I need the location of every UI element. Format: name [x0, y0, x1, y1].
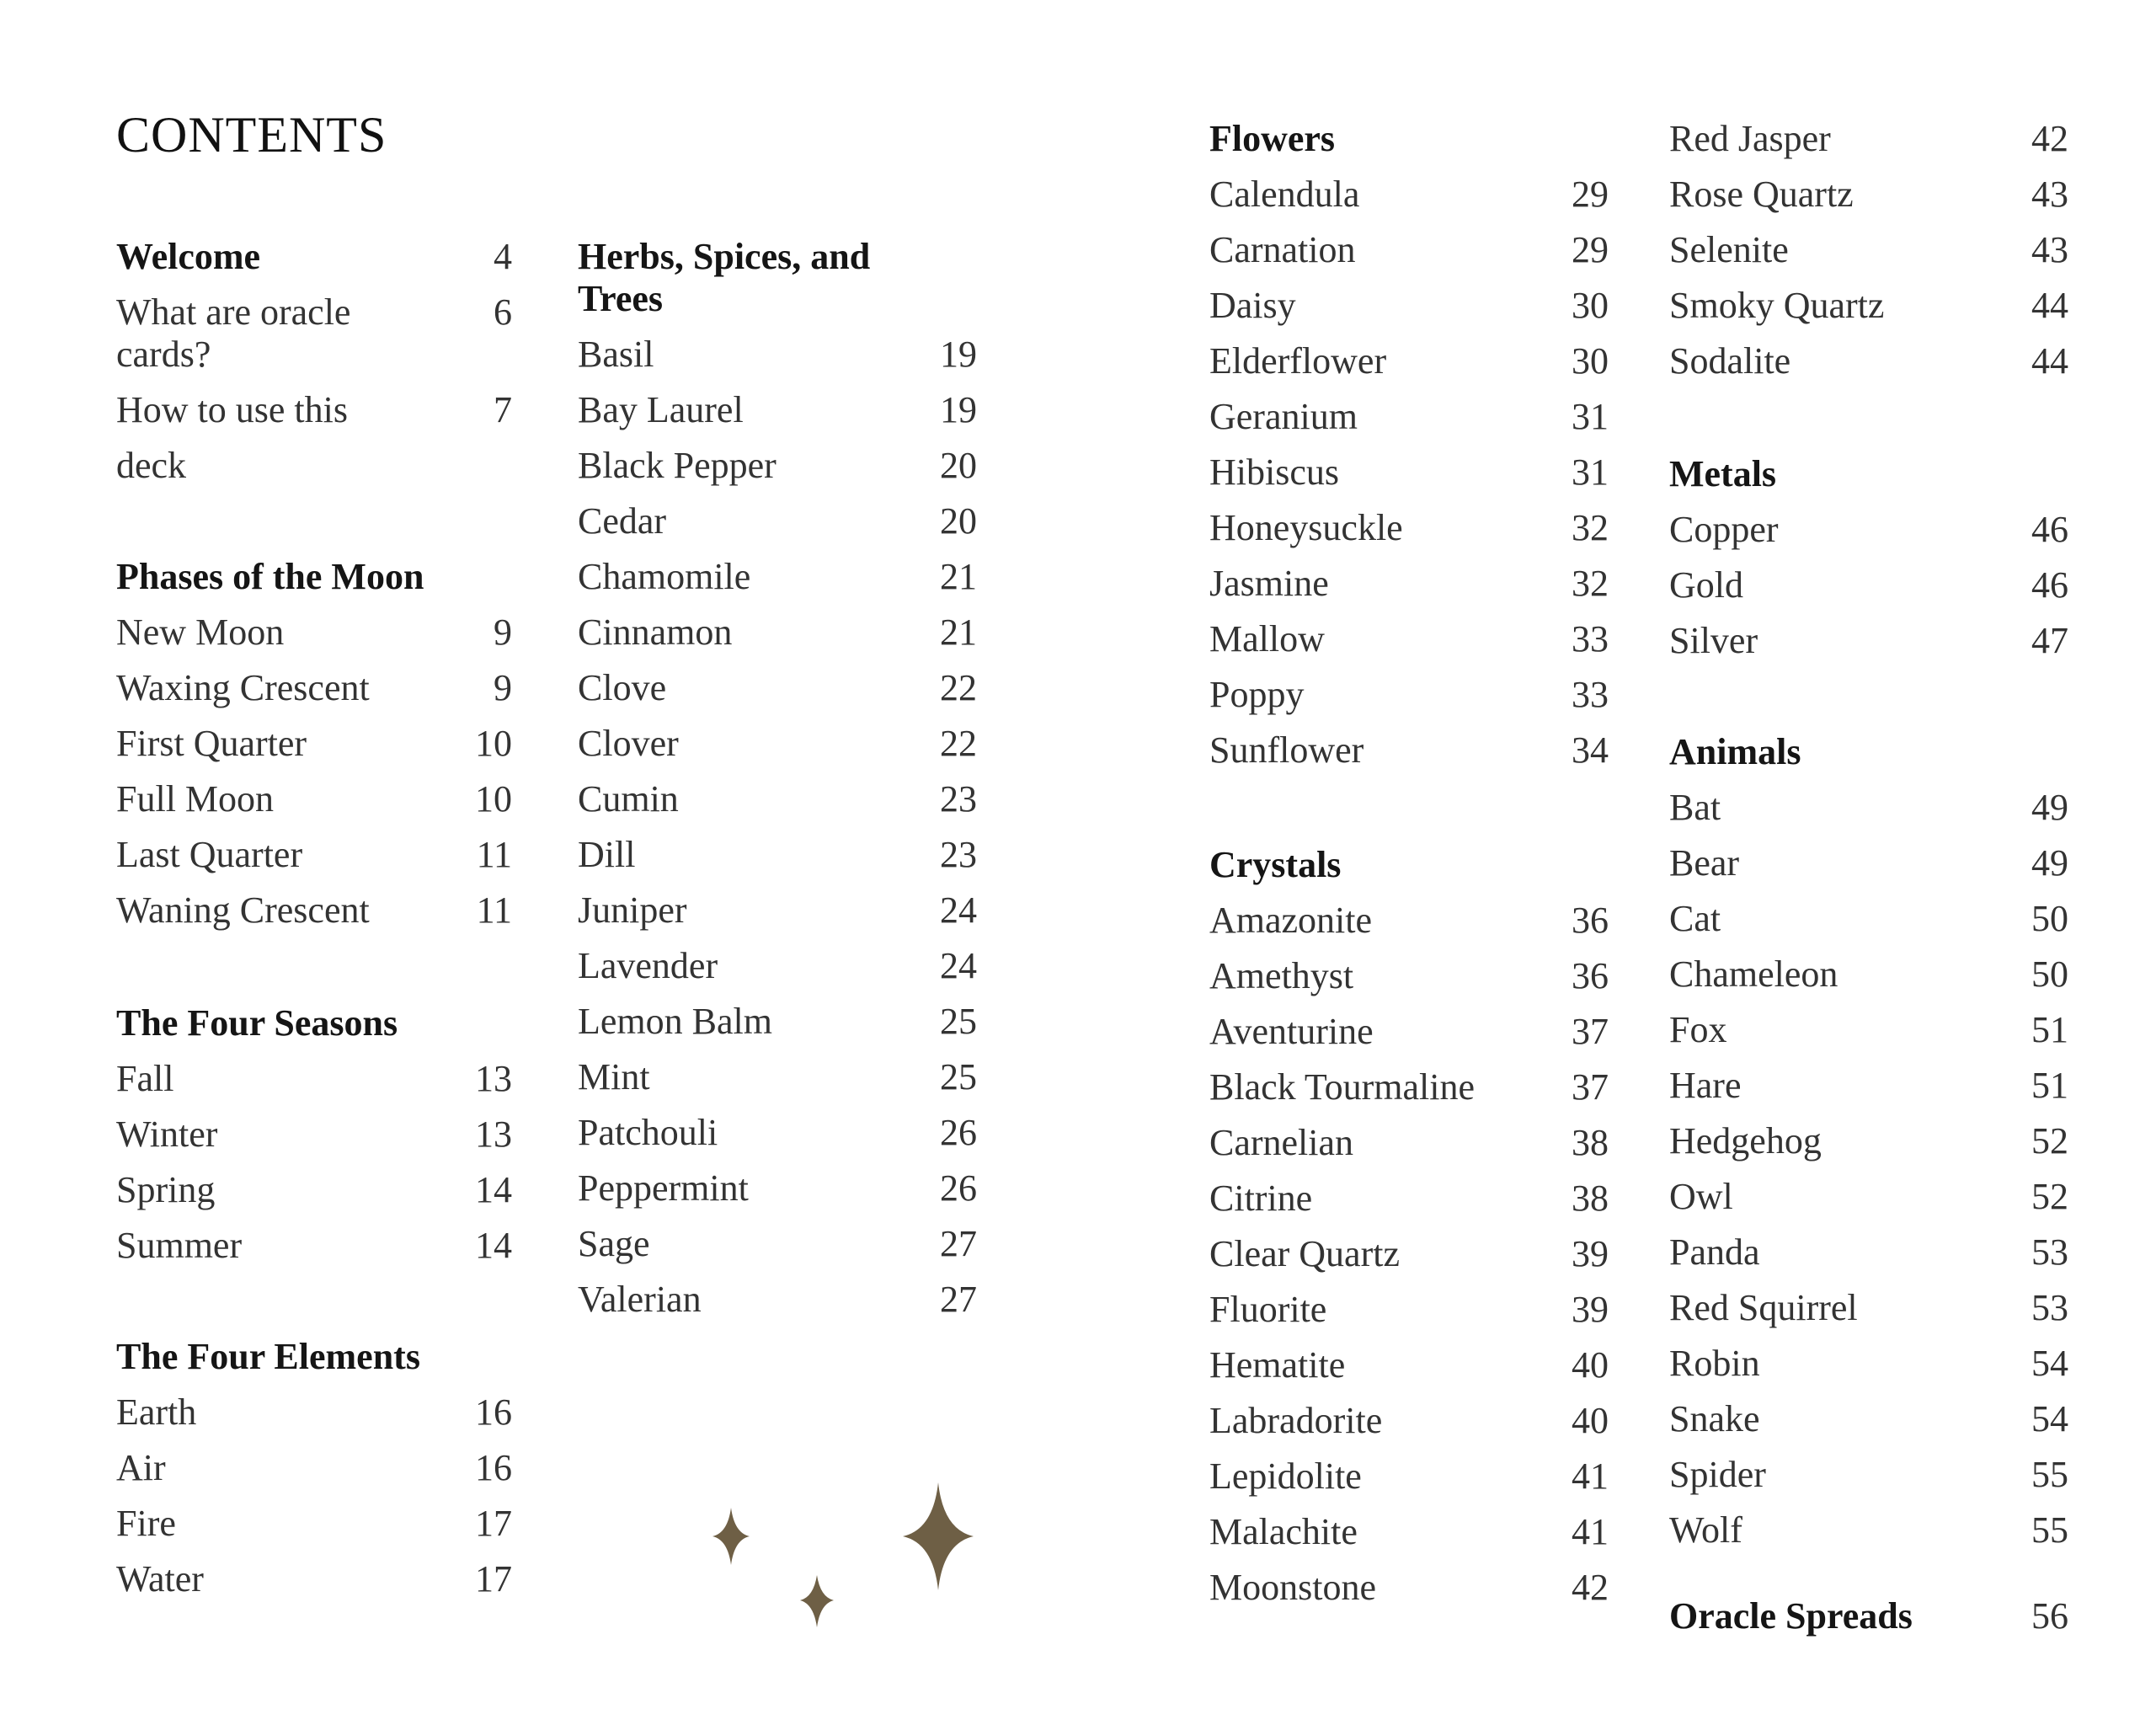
toc-entry-page: 46 — [2031, 564, 2068, 606]
toc-entry-page: 50 — [2031, 898, 2068, 939]
toc-entry-page: 6 — [494, 291, 512, 333]
toc-entry-page: 32 — [1572, 507, 1609, 548]
toc-entry-label: Hibiscus — [1209, 451, 1339, 493]
toc-entry-page: 26 — [940, 1167, 977, 1209]
toc-entry-label: Robin — [1669, 1343, 1760, 1384]
toc-entry-page: 29 — [1572, 174, 1609, 215]
toc-entry-label: Hare — [1669, 1065, 1742, 1106]
toc-entry-page: 27 — [940, 1223, 977, 1264]
toc-entry-page: 54 — [2031, 1398, 2068, 1439]
toc-entry-page: 25 — [940, 1056, 977, 1097]
toc-entry-page: 41 — [1572, 1455, 1609, 1497]
toc-entry-page: 20 — [940, 445, 977, 486]
toc-entry[interactable] — [116, 611, 512, 654]
toc-entry[interactable] — [116, 1225, 512, 1267]
toc-entry-page: 29 — [1572, 229, 1609, 270]
toc-entry-page: 23 — [940, 834, 977, 875]
toc-entry-page: 39 — [1572, 1233, 1609, 1274]
toc-entry[interactable] — [578, 445, 977, 487]
toc-entry[interactable] — [578, 945, 977, 987]
toc-entry-label: Waxing Crescent — [116, 667, 370, 708]
toc-entry-page: 21 — [940, 556, 977, 597]
toc-entry-page: 25 — [940, 1001, 977, 1042]
page-title: CONTENTS — [116, 107, 387, 163]
toc-entry-page: 9 — [494, 611, 512, 653]
toc-entry[interactable] — [1669, 898, 2068, 940]
toc-entry[interactable] — [578, 778, 977, 820]
toc-entry[interactable] — [116, 1169, 512, 1211]
toc-entry-page: 36 — [1572, 955, 1609, 996]
toc-entry-page: 38 — [1572, 1122, 1609, 1163]
toc-entry[interactable] — [116, 1447, 512, 1489]
toc-entry-page: 34 — [1572, 729, 1609, 771]
toc-entry-page: 17 — [475, 1503, 512, 1544]
toc-entry[interactable] — [1209, 618, 1609, 660]
toc-entry[interactable] — [1209, 1178, 1609, 1220]
toc-entry-label: New Moon — [116, 611, 285, 653]
toc-entry-label: Last Quarter — [116, 834, 303, 875]
toc-entry-page: 7 — [494, 389, 512, 430]
toc-entry-page: 56 — [2031, 1595, 2068, 1637]
toc-entry-label: Aventurine — [1209, 1011, 1374, 1052]
toc-entry-page: 49 — [2031, 842, 2068, 884]
toc-entry[interactable] — [1669, 1065, 2068, 1107]
toc-entry[interactable] — [1209, 340, 1609, 382]
toc-entry-page: 44 — [2031, 340, 2068, 382]
toc-entry-label: Clover — [578, 723, 679, 764]
section-heading-animals: Animals — [1669, 731, 1801, 772]
toc-entry-label: Moonstone — [1209, 1567, 1376, 1608]
toc-entry-oracle-cards[interactable] — [116, 291, 512, 376]
toc-entry-label: Smoky Quartz — [1669, 285, 1885, 326]
toc-entry-label: Juniper — [578, 889, 687, 931]
toc-entry-page: 43 — [2031, 174, 2068, 215]
toc-entry-page: 32 — [1572, 563, 1609, 604]
toc-entry-page: 26 — [940, 1112, 977, 1153]
toc-entry[interactable] — [116, 1503, 512, 1545]
toc-entry-label: Snake — [1669, 1398, 1760, 1439]
toc-entry-label: Welcome — [116, 236, 261, 277]
toc-entry[interactable] — [1209, 1344, 1609, 1386]
toc-entry[interactable] — [578, 1223, 977, 1265]
toc-entry-label: Selenite — [1669, 229, 1789, 270]
toc-entry-page: 49 — [2031, 787, 2068, 828]
toc-entry-page: 37 — [1572, 1066, 1609, 1108]
toc-entry[interactable] — [1209, 729, 1609, 772]
toc-entry[interactable] — [1669, 285, 2068, 327]
toc-entry[interactable] — [1669, 118, 2068, 160]
toc-entry[interactable] — [578, 389, 977, 431]
toc-entry-label: Hedgehog — [1669, 1120, 1822, 1162]
toc-entry[interactable] — [1209, 285, 1609, 327]
toc-entry-how-to-use-continued — [116, 445, 512, 487]
toc-entry[interactable] — [1669, 1343, 2068, 1385]
toc-entry-page: 33 — [1572, 618, 1609, 660]
toc-entry-label: Air — [116, 1447, 166, 1488]
toc-entry[interactable] — [1209, 1122, 1609, 1164]
toc-entry-page: 33 — [1572, 674, 1609, 715]
toc-entry[interactable] — [578, 1112, 977, 1154]
toc-entry[interactable] — [1209, 1567, 1609, 1609]
toc-entry-page: 41 — [1572, 1511, 1609, 1552]
toc-entry-label: First Quarter — [116, 723, 307, 764]
toc-entry[interactable] — [1209, 1233, 1609, 1275]
toc-entry[interactable] — [578, 1001, 977, 1043]
section-heading-herbs-line2: Trees — [578, 278, 663, 319]
toc-entry-page: 17 — [475, 1558, 512, 1599]
toc-entry[interactable] — [1209, 900, 1609, 942]
toc-entry-page: 53 — [2031, 1231, 2068, 1273]
toc-entry[interactable] — [1669, 620, 2068, 662]
toc-entry-label: What are oracle cards? — [116, 291, 351, 375]
toc-entry-label: Dill — [578, 834, 636, 875]
toc-entry-label: Cat — [1669, 898, 1721, 939]
toc-entry-label: Silver — [1669, 620, 1758, 661]
toc-entry-label: Citrine — [1209, 1178, 1313, 1219]
toc-entry-page: 31 — [1572, 396, 1609, 437]
toc-entry-page: 44 — [2031, 285, 2068, 326]
toc-entry-page: 11 — [476, 889, 512, 931]
toc-entry-page: 16 — [475, 1391, 512, 1433]
section-heading-herbs: Herbs, Spices, and — [578, 236, 871, 277]
toc-entry[interactable] — [116, 723, 512, 765]
toc-entry-page: 23 — [940, 778, 977, 820]
toc-entry-how-to-use[interactable] — [116, 389, 512, 431]
toc-entry-label: Cinnamon — [578, 611, 733, 653]
toc-entry-label: Lepidolite — [1209, 1455, 1362, 1497]
toc-entry-page: 21 — [940, 611, 977, 653]
toc-entry-label: Bay Laurel — [578, 389, 744, 430]
toc-entry-label: Chameleon — [1669, 953, 1838, 995]
toc-entry-label: Rose Quartz — [1669, 174, 1854, 215]
toc-entry-label: Full Moon — [116, 778, 275, 820]
toc-entry[interactable] — [1209, 507, 1609, 549]
toc-entry-label: Carnelian — [1209, 1122, 1354, 1163]
toc-entry[interactable] — [1669, 340, 2068, 382]
toc-entry[interactable] — [1669, 1009, 2068, 1051]
toc-entry-page: 10 — [475, 723, 512, 764]
toc-entry-page: 36 — [1572, 900, 1609, 941]
toc-entry-label: Winter — [116, 1114, 218, 1155]
toc-entry-label: Black Tourmaline — [1209, 1066, 1476, 1108]
toc-entry-label: Cumin — [578, 778, 679, 820]
toc-entry-page: 52 — [2031, 1176, 2068, 1217]
toc-entry-page: 16 — [475, 1447, 512, 1488]
toc-entry-label: Clear Quartz — [1209, 1233, 1400, 1274]
toc-entry-label: Malachite — [1209, 1511, 1358, 1552]
toc-entry[interactable] — [578, 1056, 977, 1098]
toc-entry-label: Geranium — [1209, 396, 1358, 437]
toc-entry-label: Summer — [116, 1225, 243, 1266]
toc-entry[interactable] — [1209, 1455, 1609, 1498]
toc-entry-page: 10 — [475, 778, 512, 820]
toc-entry-label: Earth — [116, 1391, 197, 1433]
toc-entry-label: Honeysuckle — [1209, 507, 1403, 548]
toc-entry[interactable] — [578, 889, 977, 932]
toc-entry[interactable] — [1669, 1176, 2068, 1218]
toc-entry-page: 43 — [2031, 229, 2068, 270]
toc-entry-label: Sodalite — [1669, 340, 1791, 382]
toc-entry-page: 19 — [940, 334, 977, 375]
toc-entry-label: Owl — [1669, 1176, 1733, 1217]
toc-entry[interactable] — [1669, 1509, 2068, 1551]
toc-entry-label: Fluorite — [1209, 1289, 1327, 1330]
toc-entry-label: Copper — [1669, 509, 1779, 550]
toc-entry[interactable] — [1209, 563, 1609, 605]
toc-entry[interactable] — [578, 1167, 977, 1210]
toc-entry[interactable] — [1209, 1400, 1609, 1442]
toc-entry[interactable] — [578, 723, 977, 765]
toc-entry-page: 20 — [940, 500, 977, 542]
toc-entry[interactable] — [578, 611, 977, 654]
toc-entry-label: Wolf — [1669, 1509, 1742, 1551]
toc-entry-label: Mallow — [1209, 618, 1325, 660]
toc-entry-label: Gold — [1669, 564, 1743, 606]
toc-entry-label: Jasmine — [1209, 563, 1329, 604]
toc-entry-label: Waning Crescent — [116, 889, 370, 931]
small-star-icon — [800, 1575, 834, 1627]
sparkle-stars-icon — [691, 1482, 994, 1651]
section-heading-crystals: Crystals — [1209, 844, 1342, 885]
toc-entry-page: 24 — [940, 889, 977, 931]
toc-entry-label: Valerian — [578, 1279, 702, 1320]
toc-entry[interactable] — [1669, 842, 2068, 884]
toc-entry[interactable] — [116, 1558, 512, 1600]
toc-entry[interactable] — [1209, 1289, 1609, 1331]
toc-entry-page: 52 — [2031, 1120, 2068, 1162]
toc-entry[interactable] — [578, 500, 977, 542]
toc-entry-page: 27 — [940, 1279, 977, 1320]
toc-entry[interactable] — [578, 667, 977, 709]
toc-entry[interactable] — [1669, 509, 2068, 551]
toc-entry-label: Peppermint — [578, 1167, 749, 1209]
toc-entry[interactable] — [1209, 174, 1609, 216]
toc-entry[interactable] — [578, 556, 977, 598]
toc-entry[interactable] — [1209, 1066, 1609, 1108]
toc-entry-label: Amazonite — [1209, 900, 1373, 941]
toc-entry[interactable] — [1669, 953, 2068, 996]
toc-entry-label: Fall — [116, 1058, 174, 1099]
toc-entry[interactable] — [1669, 174, 2068, 216]
toc-entry-page: 54 — [2031, 1343, 2068, 1384]
toc-entry[interactable] — [116, 1114, 512, 1156]
toc-entry-label: Poppy — [1209, 674, 1305, 715]
toc-entry-label: Carnation — [1209, 229, 1356, 270]
toc-entry[interactable] — [578, 834, 977, 876]
toc-entry-label: Lavender — [578, 945, 718, 986]
toc-entry-label: deck — [116, 445, 187, 486]
toc-entry-page: 30 — [1572, 340, 1609, 382]
toc-entry-page: 38 — [1572, 1178, 1609, 1219]
toc-entry-label: Water — [116, 1558, 204, 1599]
toc-entry[interactable] — [578, 334, 977, 376]
toc-entry-page: 19 — [940, 389, 977, 430]
toc-entry-label: Sage — [578, 1223, 650, 1264]
toc-entry[interactable] — [1209, 451, 1609, 494]
toc-entry-page: 51 — [2031, 1065, 2068, 1106]
toc-entry-label: Black Pepper — [578, 445, 776, 486]
toc-entry-label: Lemon Balm — [578, 1001, 772, 1042]
toc-entry[interactable] — [1209, 1011, 1609, 1053]
section-heading-moon: Phases of the Moon — [116, 556, 424, 597]
toc-entry-label: Bat — [1669, 787, 1721, 828]
toc-entry-page: 55 — [2031, 1509, 2068, 1551]
toc-entry-page: 47 — [2031, 620, 2068, 661]
toc-entry-label: How to use this — [116, 389, 348, 430]
section-heading-seasons: The Four Seasons — [116, 1002, 398, 1044]
toc-entry-page: 53 — [2031, 1287, 2068, 1328]
toc-entry[interactable] — [116, 834, 512, 876]
section-heading-elements: The Four Elements — [116, 1336, 420, 1377]
toc-entry[interactable] — [1669, 564, 2068, 606]
toc-entry-label: Amethyst — [1209, 955, 1354, 996]
toc-entry-page: 39 — [1572, 1289, 1609, 1330]
toc-entry-label: Labradorite — [1209, 1400, 1383, 1441]
toc-entry[interactable] — [1209, 955, 1609, 997]
toc-entry-label: Patchouli — [578, 1112, 718, 1153]
toc-entry-label: Bear — [1669, 842, 1740, 884]
toc-entry[interactable] — [116, 1391, 512, 1434]
toc-entry-page: 13 — [475, 1114, 512, 1155]
toc-entry[interactable] — [116, 667, 512, 709]
toc-entry-page: 22 — [940, 723, 977, 764]
toc-entry[interactable] — [1209, 674, 1609, 716]
toc-entry[interactable] — [1669, 1454, 2068, 1496]
toc-entry-label: Red Squirrel — [1669, 1287, 1858, 1328]
toc-entry-label: Calendula — [1209, 174, 1360, 215]
toc-entry-label: Chamomile — [578, 556, 751, 597]
toc-entry[interactable] — [1669, 1231, 2068, 1274]
large-star-icon — [903, 1482, 974, 1590]
toc-entry-page: 55 — [2031, 1454, 2068, 1495]
toc-entry-page: 51 — [2031, 1009, 2068, 1050]
toc-entry-page: 31 — [1572, 451, 1609, 493]
toc-entry[interactable] — [116, 778, 512, 820]
toc-entry-label: Elderflower — [1209, 340, 1387, 382]
toc-entry-label: Panda — [1669, 1231, 1760, 1273]
toc-entry-welcome[interactable] — [116, 236, 512, 278]
toc-entry-label: Hematite — [1209, 1344, 1346, 1386]
toc-entry-page: 4 — [494, 236, 512, 277]
toc-entry-label: Spring — [116, 1169, 216, 1210]
toc-entry-label: Cedar — [578, 500, 667, 542]
toc-entry-page: 42 — [2031, 118, 2068, 159]
section-heading-flowers: Flowers — [1209, 118, 1336, 159]
toc-entry-page: 11 — [476, 834, 512, 875]
toc-entry-page: 22 — [940, 667, 977, 708]
toc-entry-label: Red Jasper — [1669, 118, 1831, 159]
toc-entry-page: 14 — [475, 1225, 512, 1266]
toc-entry-label: Daisy — [1209, 285, 1296, 326]
toc-entry[interactable] — [116, 889, 512, 932]
toc-entry[interactable] — [116, 1058, 512, 1100]
toc-entry-page: 50 — [2031, 953, 2068, 995]
toc-entry-label: Mint — [578, 1056, 650, 1097]
toc-entry[interactable] — [1209, 1511, 1609, 1553]
toc-entry[interactable] — [1669, 1120, 2068, 1162]
toc-entry[interactable] — [1669, 229, 2068, 271]
toc-entry-label: Clove — [578, 667, 667, 708]
toc-entry-page: 46 — [2031, 509, 2068, 550]
toc-entry-oracle-spreads[interactable] — [1669, 1595, 2068, 1637]
toc-entry-page: 37 — [1572, 1011, 1609, 1052]
toc-entry[interactable] — [1669, 1287, 2068, 1329]
toc-entry[interactable] — [1669, 1398, 2068, 1440]
toc-entry[interactable] — [1209, 229, 1609, 271]
toc-entry-label: Fire — [116, 1503, 176, 1544]
toc-entry-label: Fox — [1669, 1009, 1727, 1050]
toc-entry[interactable] — [1209, 396, 1609, 438]
toc-entry-page: 40 — [1572, 1400, 1609, 1441]
toc-entry-label: Sunflower — [1209, 729, 1364, 771]
toc-entry-page: 24 — [940, 945, 977, 986]
toc-entry[interactable] — [578, 1279, 977, 1321]
toc-entry-label: Oracle Spreads — [1669, 1595, 1913, 1637]
toc-entry-label: Basil — [578, 334, 654, 375]
toc-entry-page: 30 — [1572, 285, 1609, 326]
toc-entry-page: 40 — [1572, 1344, 1609, 1386]
toc-entry-page: 14 — [475, 1169, 512, 1210]
toc-entry-page: 42 — [1572, 1567, 1609, 1608]
toc-entry-page: 9 — [494, 667, 512, 708]
toc-entry-page: 13 — [475, 1058, 512, 1099]
toc-entry[interactable] — [1669, 787, 2068, 829]
section-heading-metals: Metals — [1669, 453, 1777, 494]
small-star-icon — [712, 1508, 750, 1565]
toc-entry-label: Spider — [1669, 1454, 1766, 1495]
